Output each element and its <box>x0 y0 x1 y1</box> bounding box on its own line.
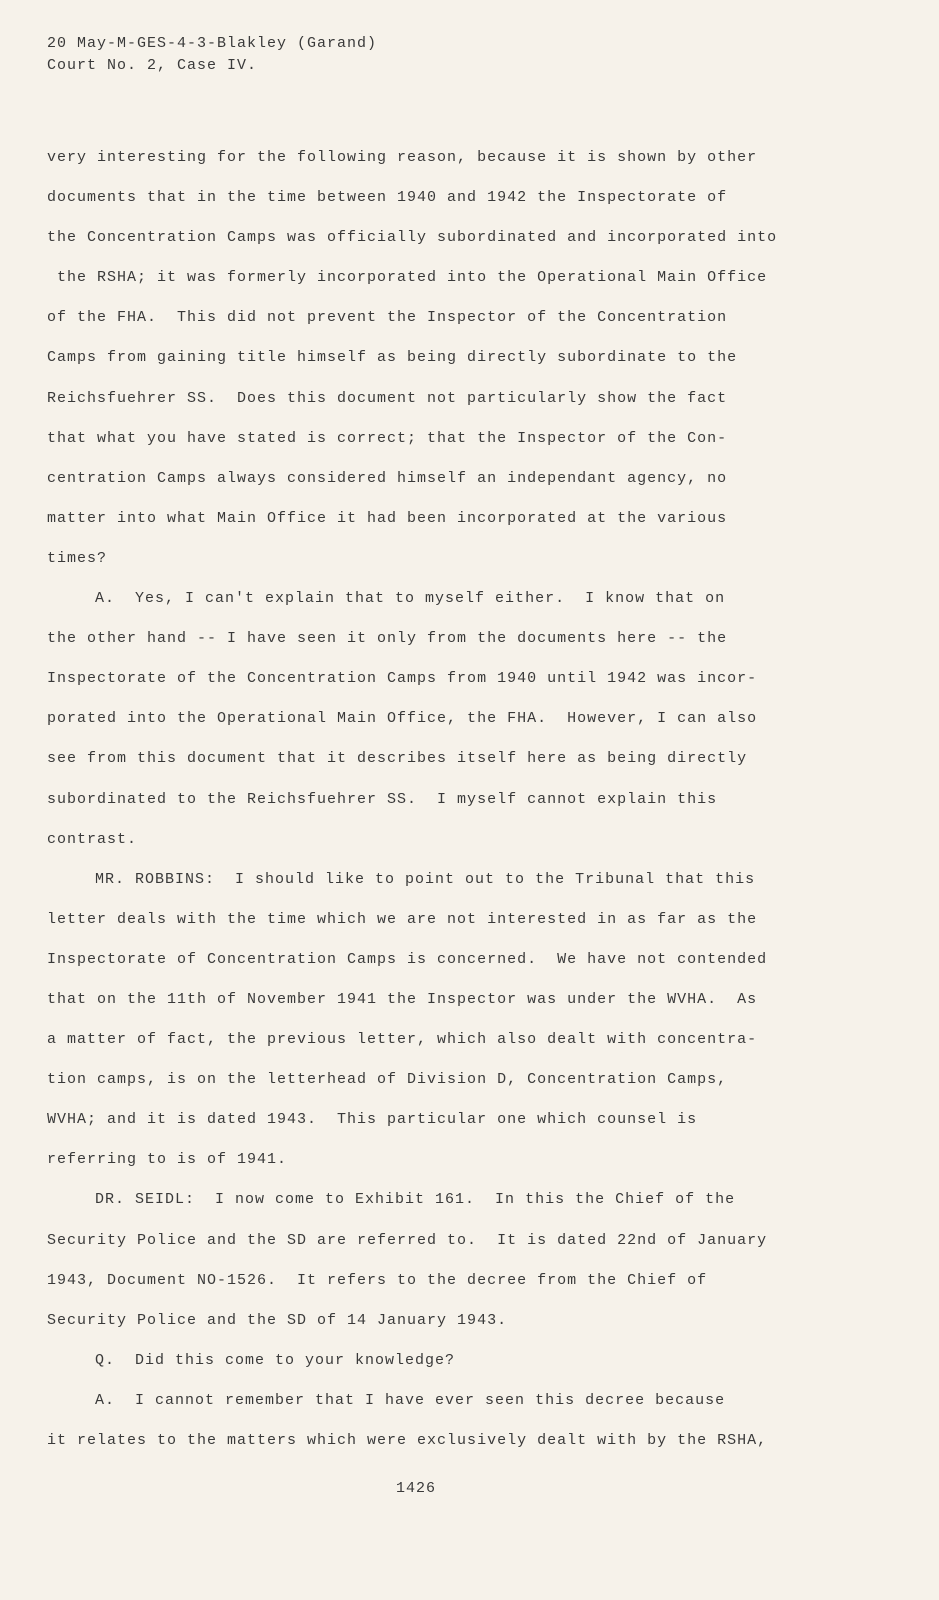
text-line: of the FHA. This did not prevent the Inspector of the Concentration <box>47 309 728 327</box>
page-number: 1426 <box>396 1480 437 1497</box>
text-line: A. I cannot remember that I have ever seen this decree because <box>95 1391 726 1409</box>
text-line: Camps from gaining title himself as being directly subordinate to the <box>47 349 738 367</box>
text-line: Security Police and the SD of 14 January 1943. <box>47 1311 508 1329</box>
text-line: very interesting for the following reason, because it is shown by other <box>47 149 758 166</box>
text-line: subordinated to the Reichsfuehrer SS. I myself cannot explain this <box>47 790 718 808</box>
text-line: the other hand -- I have seen it only from the documents here -- the <box>47 630 728 648</box>
text-line: letter deals with the time which we are not interested in as far as the <box>47 910 758 928</box>
text-line: Inspectorate of the Concentration Camps from 1940 until 1942 was incor- <box>47 670 758 688</box>
header-line-2: Court No. 2, Case IV. <box>47 57 258 74</box>
text-line: centration Camps always considered himself an independant agency, no <box>47 469 728 487</box>
text-line: DR. SEIDL: I now come to Exhibit 161. In this the Chief of the <box>95 1191 736 1209</box>
text-line: documents that in the time between 1940 and 1942 the Inspectorate of <box>47 189 728 207</box>
text-line: that on the 11th of November 1941 the Inspector was under the WVHA. As <box>47 990 758 1008</box>
header-line-1: 20 May-M-GES-4-3-Blakley (Garand) <box>47 35 378 52</box>
text-line: times? <box>47 549 108 567</box>
text-line: contrast. <box>47 830 138 848</box>
text-line: Q. Did this come to your knowledge? <box>95 1351 456 1369</box>
transcript-body <box>47 146 777 1469</box>
text-line: Inspectorate of Concentration Camps is concerned. We have not contended <box>47 950 768 968</box>
text-line: WVHA; and it is dated 1943. This particular one which counsel is <box>47 1111 698 1129</box>
text-line: porated into the Operational Main Office, the FHA. However, I can also <box>47 710 758 728</box>
text-line: Reichsfuehrer SS. Does this document not particularly show the fact <box>47 389 728 407</box>
text-line: matter into what Main Office it had been incorporated at the various <box>47 509 728 527</box>
text-line: see from this document that it describes itself here as being directly <box>47 750 748 768</box>
text-line: a matter of fact, the previous letter, which also dealt with concentra- <box>47 1031 758 1049</box>
text-line: referring to is of 1941. <box>47 1151 288 1169</box>
text-line: 1943, Document NO-1526. It refers to the decree from the Chief of <box>47 1271 708 1289</box>
text-line: the RSHA; it was formerly incorporated into the Operational Main Office <box>47 269 768 287</box>
text-line: Security Police and the SD are referred to. It is dated 22nd of January <box>47 1231 768 1249</box>
text-line: the Concentration Camps was officially subordinated and incorporated into <box>47 229 778 247</box>
text-line: it relates to the matters which were exclusively dealt with by the RSHA, <box>47 1432 768 1449</box>
text-line: A. Yes, I can't explain that to myself either. I know that on <box>95 590 726 608</box>
text-line: that what you have stated is correct; that the Inspector of the Con- <box>47 429 728 447</box>
text-line: MR. ROBBINS: I should like to point out to the Tribunal that this <box>95 870 756 888</box>
text-line: tion camps, is on the letterhead of Division D, Concentration Camps, <box>47 1071 728 1089</box>
